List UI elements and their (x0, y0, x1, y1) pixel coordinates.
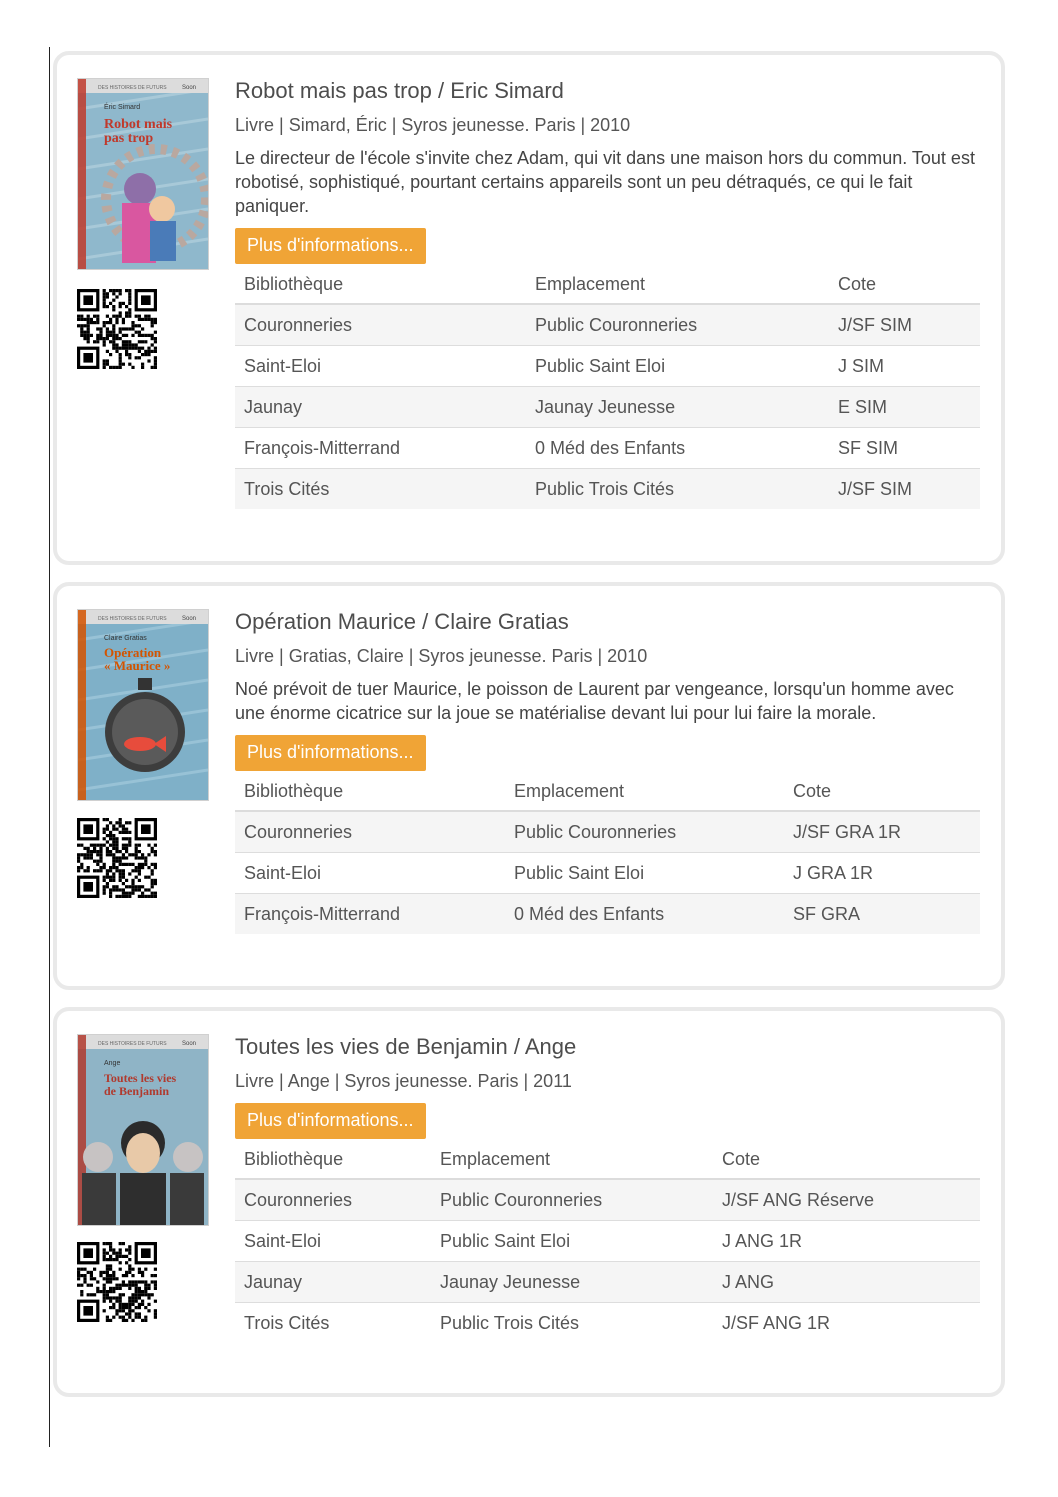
column-header-call-number: Cote (829, 265, 980, 304)
cover-brand-text: Soon (181, 1041, 196, 1047)
table-row (235, 387, 980, 428)
call-number-cell: J/SF ANG Réserve (713, 1179, 980, 1221)
more-info-button[interactable]: Plus d'informations... (235, 735, 426, 771)
call-number-cell: J ANG 1R (713, 1221, 980, 1262)
call-number-cell: J GRA 1R (784, 853, 980, 894)
cover-title-line-1: Toutes les vies (104, 1071, 177, 1085)
cover-brand-text: Soon (181, 85, 196, 91)
book-cover-2[interactable] (77, 609, 209, 801)
call-number-cell: SF SIM (829, 428, 980, 469)
book-card-1 (53, 51, 1005, 565)
call-number-cell: J ANG (713, 1262, 980, 1303)
cover-author-text: Ange (104, 1060, 121, 1067)
cover-title-line-2: de Benjamin (104, 1084, 170, 1098)
column-header-library: Bibliothèque (235, 772, 505, 811)
book-summary: Le directeur de l'école s'invite chez Adam, qui vit dans une maison hors du commun. Tout est robotisé, sophistiqué, pourtant certains appareils sont un peu détraqués, ce qui le fait paniquer. (235, 148, 975, 216)
table-row (235, 1179, 980, 1221)
cover-title-line-1: Robot mais (104, 117, 173, 132)
table-row (235, 811, 980, 853)
holdings-table (235, 772, 980, 934)
book-summary: Noé prévoit de tuer Maurice, le poisson de Laurent par vengeance, lorsqu'un homme avec une énorme cicatrice sur la joue se matérialise devant lui pour lui faire la morale. (235, 679, 954, 723)
location-cell: Public Saint Eloi (526, 346, 829, 387)
book-title[interactable]: Toutes les vies de Benjamin / Ange (235, 1034, 577, 1059)
library-cell: Trois Cités (244, 1312, 330, 1333)
library-cell: Saint-Eloi (235, 346, 526, 387)
cover-brand-text: Soon (181, 616, 196, 622)
call-number-cell: J/SF SIM (829, 304, 980, 346)
location-cell: Public Couronneries (505, 811, 784, 853)
location-cell: 0 Méd des Enfants (526, 428, 829, 469)
location-cell: Jaunay Jeunesse (526, 387, 829, 428)
qr-code-icon (77, 289, 157, 369)
location-cell: Public Trois Cités (440, 1312, 580, 1333)
book-meta: Livre | Gratias, Claire | Syros jeunesse. Paris | 2010 (235, 646, 648, 666)
call-number-cell: SF GRA (784, 894, 980, 935)
library-cell: Couronneries (235, 304, 526, 346)
call-number-cell: J/SF ANG 1R (722, 1312, 831, 1333)
qr-code-icon (77, 1242, 157, 1322)
library-cell: Saint-Eloi (235, 853, 505, 894)
book-meta: Livre | Simard, Éric | Syros jeunesse. Paris | 2010 (235, 115, 631, 135)
table-row (235, 1262, 980, 1303)
cover-series-text: DES HISTOIRES DE FUTURS (98, 616, 167, 622)
table-row (235, 346, 980, 387)
book-meta: Livre | Ange | Syros jeunesse. Paris | 2011 (235, 1071, 572, 1091)
table-row (235, 1221, 980, 1262)
column-header-call-number: Cote (784, 772, 980, 811)
cover-title-line-1: Opération (104, 645, 162, 660)
column-header-location: Emplacement (431, 1140, 713, 1179)
call-number-cell: J/SF SIM (829, 469, 980, 510)
library-cell: François-Mitterrand (235, 894, 505, 935)
table-row (235, 1303, 980, 1344)
book-title[interactable]: Opération Maurice / Claire Gratias (235, 609, 569, 634)
library-cell: Jaunay (235, 1262, 431, 1303)
cover-series-text: DES HISTOIRES DE FUTURS (98, 85, 167, 91)
cover-title-line-2: pas trop (104, 131, 154, 146)
cover-author-text: Éric Simard (104, 104, 141, 111)
book-card-3 (53, 1007, 1005, 1397)
holdings-table (235, 265, 980, 509)
cover-author-text: Claire Gratias (104, 635, 147, 642)
library-cell: François-Mitterrand (235, 428, 526, 469)
cover-series-text: DES HISTOIRES DE FUTURS (98, 1041, 167, 1047)
call-number-cell: J SIM (829, 346, 980, 387)
library-cell: Couronneries (235, 811, 505, 853)
library-cell: Couronneries (235, 1179, 431, 1221)
column-header-library: Bibliothèque (235, 1140, 431, 1179)
library-cell: Saint-Eloi (235, 1221, 431, 1262)
location-cell: Public Saint Eloi (505, 853, 784, 894)
location-cell: Public Couronneries (431, 1179, 713, 1221)
library-cell: Jaunay (235, 387, 526, 428)
location-cell: Public Couronneries (526, 304, 829, 346)
location-cell: Public Trois Cités (526, 469, 829, 510)
column-header-library: Bibliothèque (235, 265, 526, 304)
table-row (235, 304, 980, 346)
location-cell: Jaunay Jeunesse (431, 1262, 713, 1303)
location-cell: 0 Méd des Enfants (505, 894, 784, 935)
table-row (235, 853, 980, 894)
book-cover-1[interactable] (77, 78, 209, 270)
book-card-2 (53, 582, 1005, 990)
table-row (235, 469, 980, 510)
qr-code-icon (77, 818, 157, 898)
column-header-call-number: Cote (713, 1140, 980, 1179)
column-header-location: Emplacement (526, 265, 829, 304)
holdings-table (235, 1140, 980, 1343)
column-header-location: Emplacement (505, 772, 784, 811)
book-cover-3[interactable] (77, 1034, 209, 1226)
table-row (235, 894, 980, 935)
book-title[interactable]: Robot mais pas trop / Eric Simard (235, 78, 564, 103)
library-cell: Trois Cités (235, 469, 526, 510)
left-margin-rule (49, 47, 50, 1447)
more-info-button[interactable]: Plus d'informations... (235, 1103, 426, 1139)
location-cell: Public Saint Eloi (431, 1221, 713, 1262)
cover-title-line-2: « Maurice » (104, 658, 171, 673)
call-number-cell: E SIM (829, 387, 980, 428)
more-info-button[interactable]: Plus d'informations... (235, 228, 426, 264)
table-row (235, 428, 980, 469)
call-number-cell: J/SF GRA 1R (784, 811, 980, 853)
